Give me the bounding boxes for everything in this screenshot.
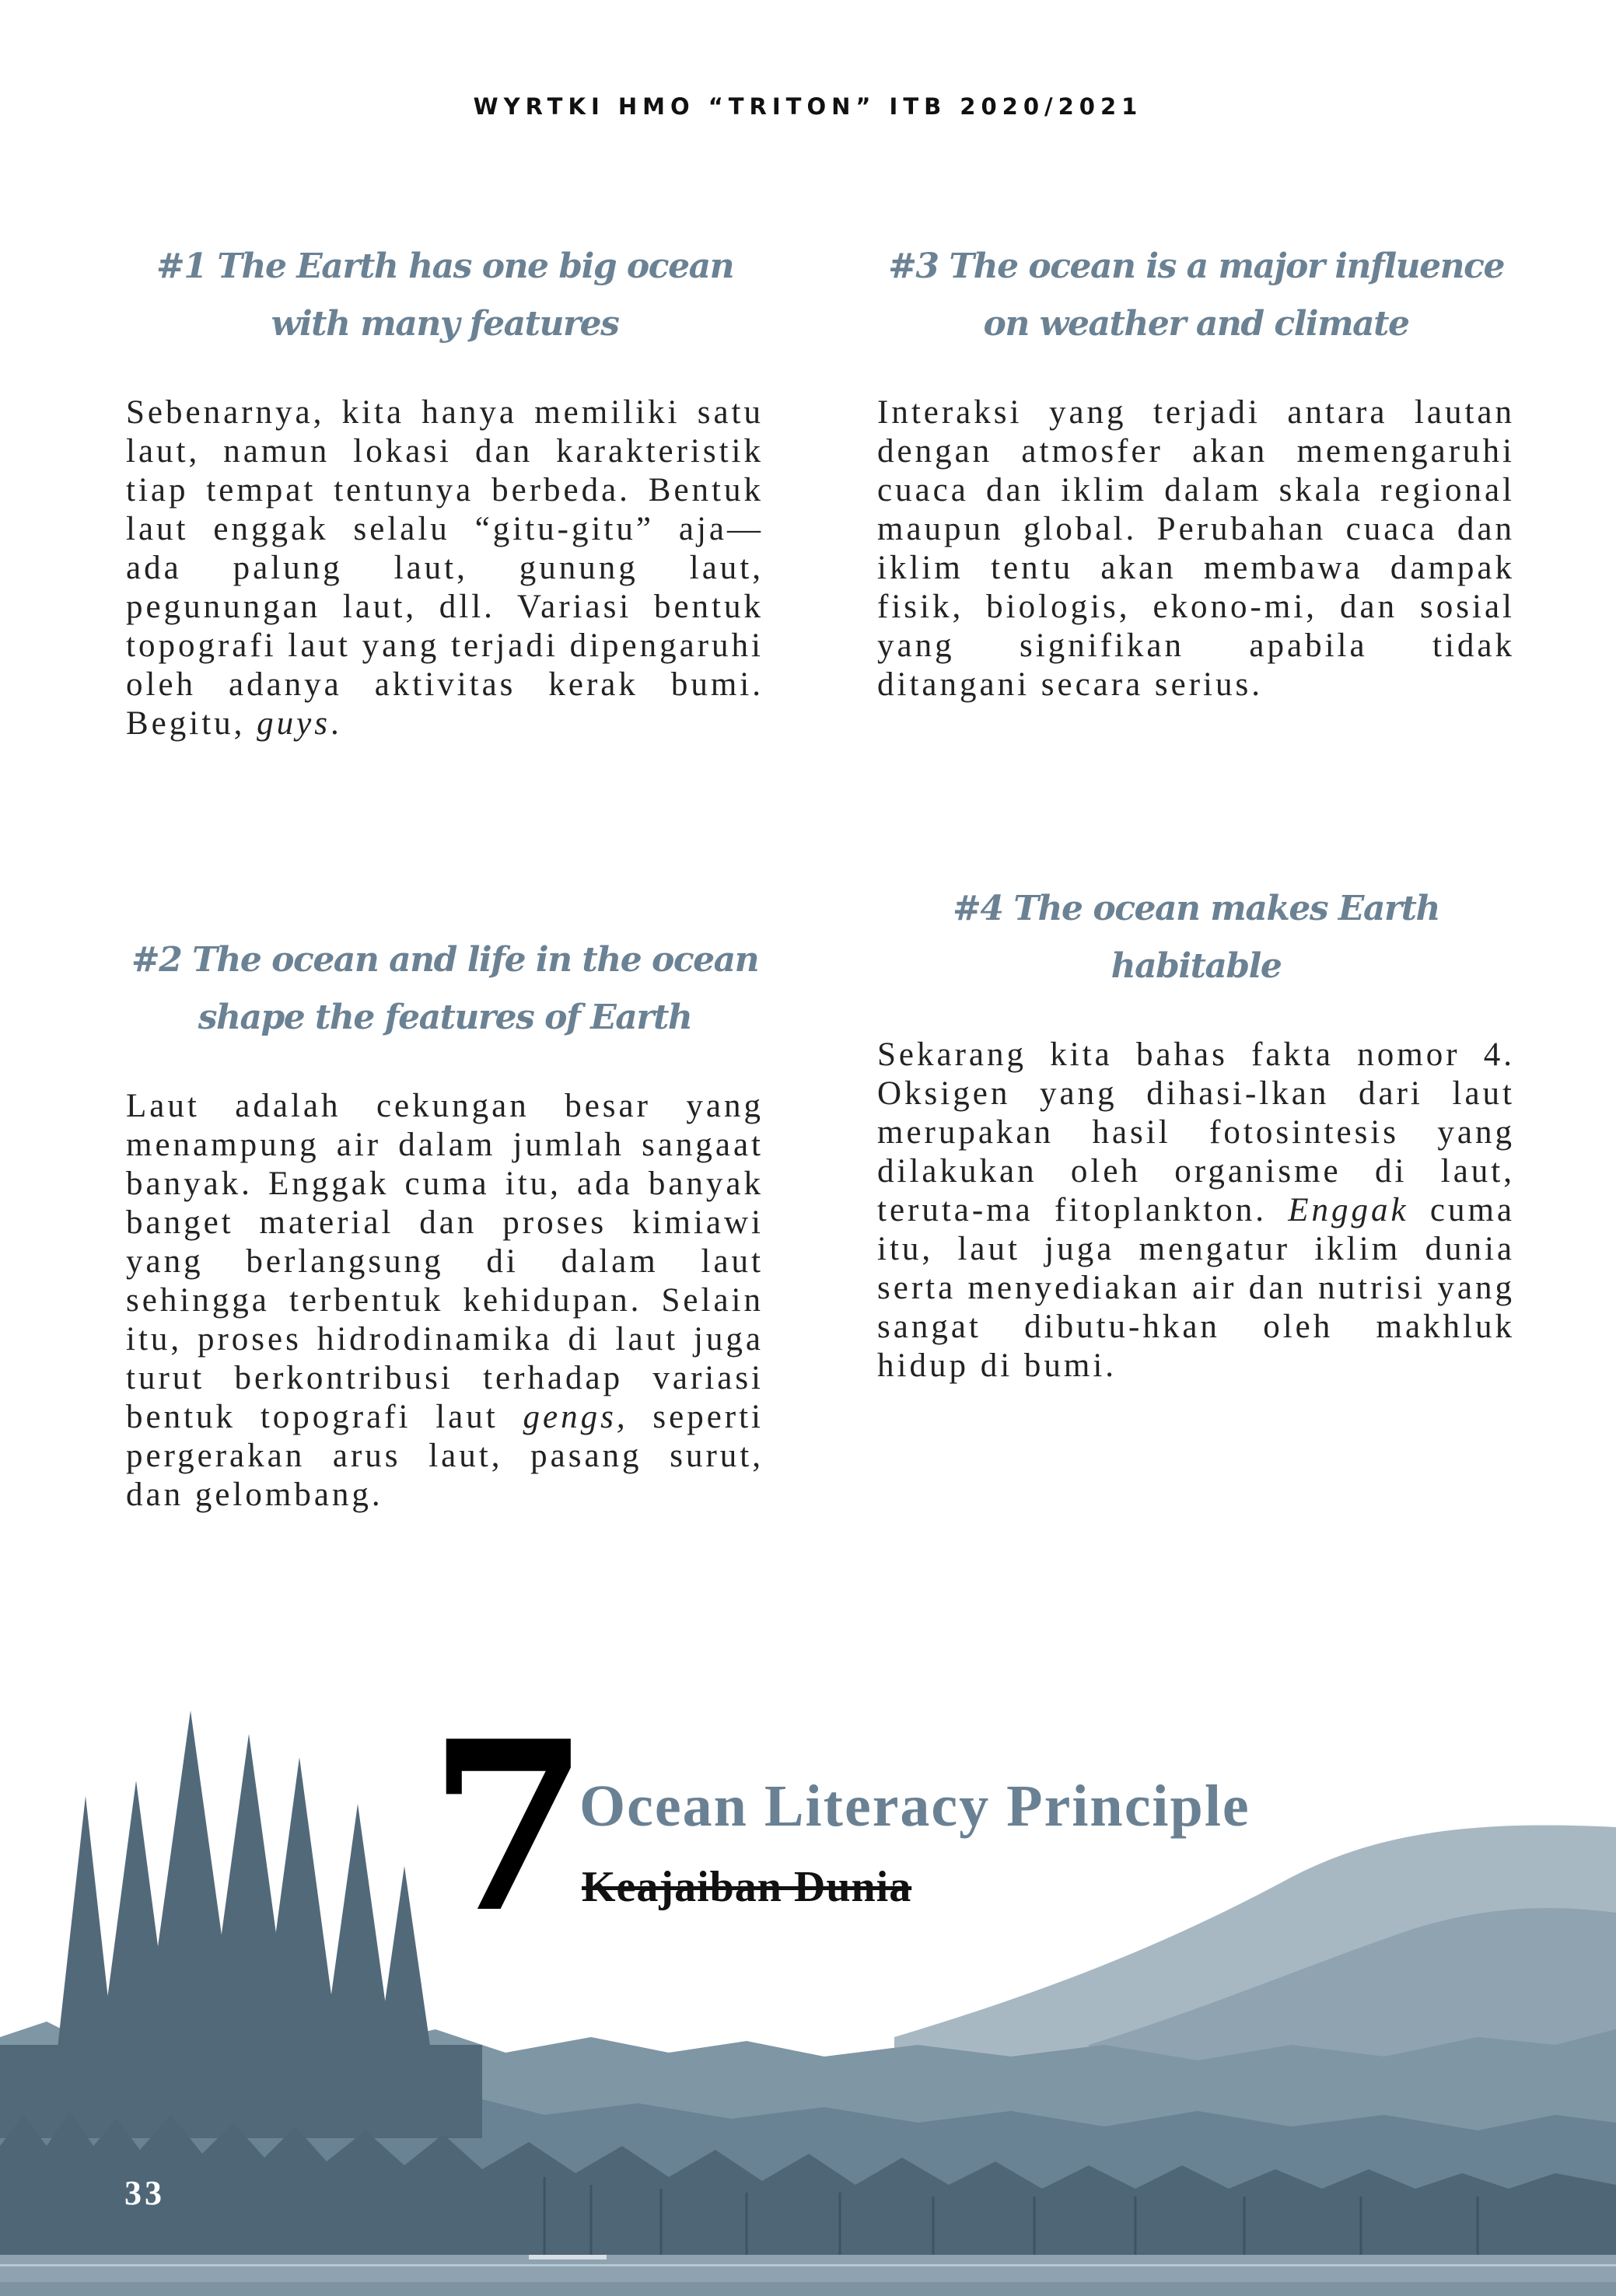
section-body bbox=[126, 1087, 764, 1515]
body-emphasis: Enggak bbox=[1288, 1192, 1409, 1228]
body-text-end: cuma itu, laut juga mengatur iklim dunia serta menyediakan air dan nutrisi yang sangat dibutu-hkan oleh makhluk hidup di bumi. bbox=[877, 1192, 1516, 1384]
body-text: Sekarang kita bahas fakta nomor 4. Oksigen yang dihasi-lkan dari laut merupakan hasil fotosintesis yang dilakukan oleh organisme di laut, teruta-ma fitoplankton. bbox=[877, 1036, 1515, 1228]
principle-number: 7 bbox=[428, 1690, 575, 1964]
section-title: #4 The ocean makes Earth habitable bbox=[953, 889, 1439, 986]
section-principle-1 bbox=[126, 238, 764, 743]
body-emphasis: guys bbox=[257, 705, 331, 742]
page-number: 33 bbox=[124, 2174, 165, 2212]
principle-subtitle-struck: Keajaiban Dunia bbox=[582, 1863, 912, 1911]
body-text: Laut adalah cekungan besar yang menampung air dalam jumlah sangaat banyak. Enggak cuma itu, ada banyak banget material dan proses kimiawi yang berlangsung di dalam laut sehingga terbentuk kehidupan. Selain itu, proses hidrodinamika di laut juga turut berkontribusi terhadap variasi bentuk topografi laut bbox=[126, 1088, 764, 1435]
body-text-end: . bbox=[331, 705, 342, 742]
section-title: #3 The ocean is a major influence on weather and climate bbox=[888, 246, 1504, 344]
principle-title: Ocean Literacy Principle bbox=[579, 1774, 1250, 1839]
section-body bbox=[877, 393, 1515, 704]
section-title: #1 The Earth has one big ocean with many features bbox=[156, 246, 734, 344]
section-body bbox=[126, 393, 764, 743]
section-principle-2 bbox=[126, 931, 764, 1515]
body-text-end: seperti pergerakan arus laut, pasang surut, dan gelombang. bbox=[126, 1399, 764, 1513]
section-principle-4 bbox=[877, 880, 1515, 1386]
body-emphasis: gengs, bbox=[523, 1399, 628, 1435]
section-principle-3 bbox=[877, 238, 1515, 704]
running-header: WYRTKI HMO “TRITON” ITB 2020/2021 bbox=[473, 93, 1143, 120]
section-title: #2 The ocean and life in the ocean shape the features of Earth bbox=[131, 940, 759, 1037]
body-text: Sebenarnya, kita hanya memiliki satu laut, namun lokasi dan karakteristik tiap tempat tentunya berbeda. Bentuk laut enggak selalu “gitu-gitu” aja—ada palung laut, gunung laut, pegunungan laut, dll. Variasi bentuk topografi laut yang terjadi dipengaruhi oleh adanya aktivitas kerak bumi. Begitu, bbox=[126, 394, 764, 742]
body-text: Interaksi yang terjadi antara lautan dengan atmosfer akan memengaruhi cuaca dan iklim dalam skala regional maupun global. Perubahan cuaca dan iklim tentu akan membawa dampak fisik, biologis, ekono-mi, dan sosial yang signifikan apabila tidak ditangani secara serius. bbox=[877, 394, 1515, 703]
section-body bbox=[877, 1036, 1515, 1386]
